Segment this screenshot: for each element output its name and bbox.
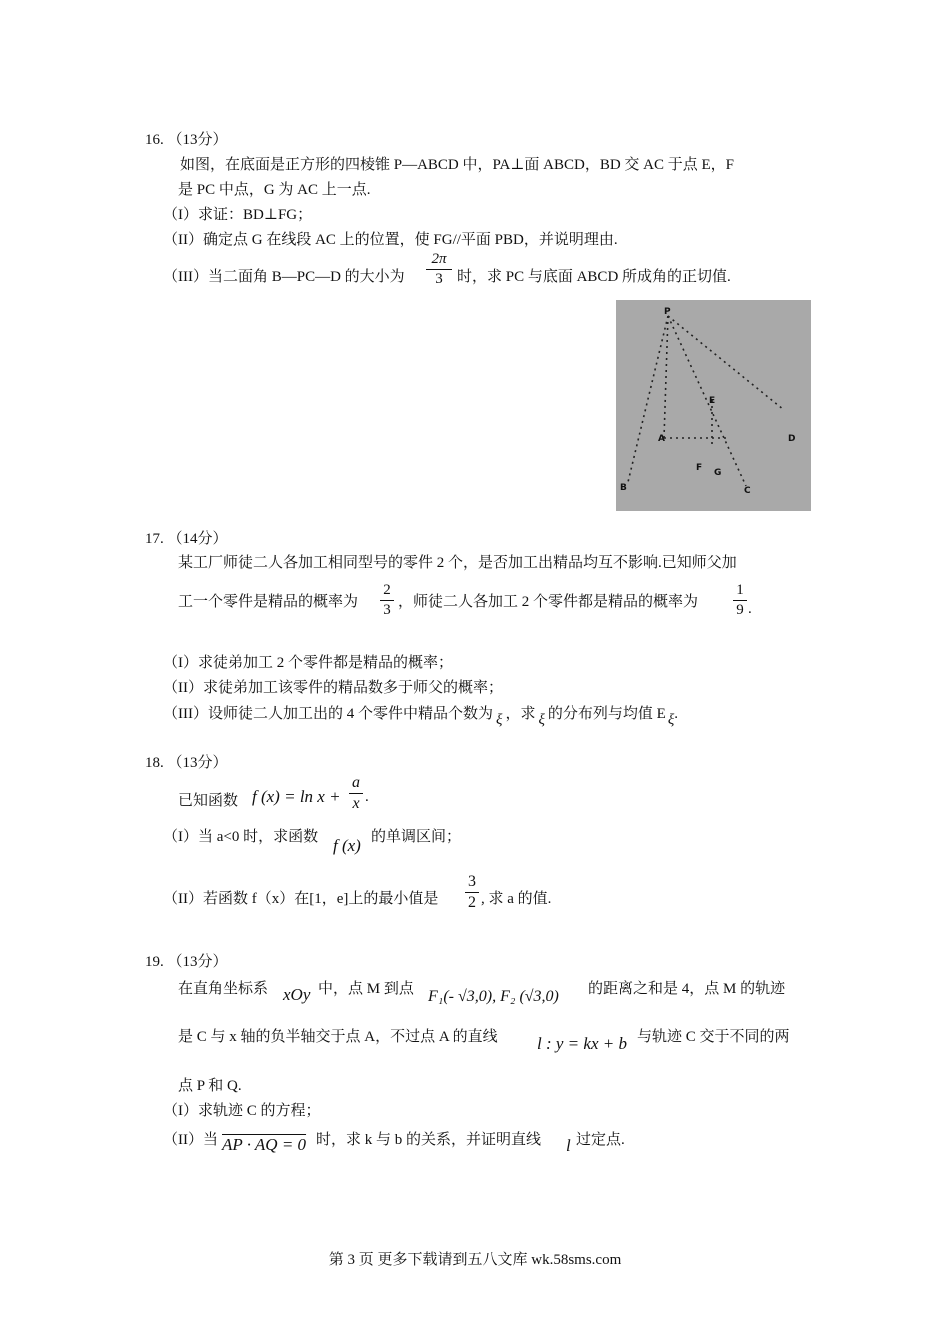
q18-func-num: a bbox=[352, 774, 360, 791]
q16-part1: （I）求证：BD⊥FG； bbox=[163, 207, 313, 223]
label-f: F bbox=[696, 463, 703, 473]
q19-line1-pre: 在直角坐标系 bbox=[178, 981, 269, 997]
q18-func-den: x bbox=[352, 795, 360, 812]
q18-part2-fraction bbox=[465, 874, 479, 911]
edge-pd bbox=[668, 316, 784, 410]
q17-part3-mid2: 的分布列与均值 E bbox=[547, 706, 666, 722]
q19-header bbox=[145, 950, 228, 971]
q17-frac1-den: 3 bbox=[383, 602, 391, 618]
fraction-bar bbox=[733, 600, 747, 601]
q19-line2-post: 与轨迹 C 交于不同的两 bbox=[637, 1029, 790, 1045]
label-c: C bbox=[744, 486, 751, 496]
q19-foci: F₁(- √3,0), F₂ (√3,0) bbox=[428, 988, 559, 1005]
q17-stem-line2-end: . bbox=[748, 601, 752, 617]
q19-part2-post: 过定点. bbox=[576, 1132, 625, 1148]
fraction-bar bbox=[380, 600, 394, 601]
q18-part2-pre: （II）若函数 f（x）在[1，e]上的最小值是 bbox=[163, 891, 439, 907]
fraction-bar bbox=[349, 793, 363, 794]
q18-header bbox=[145, 751, 228, 772]
q17-number: 17. bbox=[145, 531, 164, 547]
q17-part2: （II）求徒弟加工该零件的精品数多于师父的概率； bbox=[163, 680, 503, 696]
q16-part3-pre: （III）当二面角 B—PC—D 的大小为 bbox=[163, 269, 405, 285]
q19-line3: 点 P 和 Q. bbox=[178, 1078, 242, 1094]
q18-score: （13分） bbox=[167, 755, 228, 771]
xi-symbol-3: ξ bbox=[667, 712, 675, 728]
q17-part3-pre: （III）设师徒二人加工出的 4 个零件中精品个数为 bbox=[163, 706, 493, 722]
xi-symbol-2: ξ bbox=[538, 712, 545, 728]
q18-part2-post: , 求 a 的值. bbox=[481, 891, 552, 907]
q17-stem-line1: 某工厂师徒二人各加工相同型号的零件 2 个，是否加工出精品均互不影响.已知师父加 bbox=[178, 555, 737, 571]
q17-part3 bbox=[163, 702, 678, 728]
q17-stem-line2-mid: ，师徒二人各加工 2 个零件都是精品的概率为 bbox=[398, 594, 699, 610]
q19-number: 19. bbox=[145, 954, 164, 970]
xi-symbol-1: ξ bbox=[496, 712, 503, 728]
q16-score: （13分） bbox=[167, 132, 228, 148]
q17-frac2 bbox=[733, 583, 747, 618]
q18-number: 18. bbox=[145, 755, 164, 771]
q18-func-lhs: f (x) = ln x + bbox=[252, 787, 341, 806]
fraction-bar bbox=[465, 892, 479, 893]
label-e: E bbox=[709, 396, 716, 406]
label-d: D bbox=[788, 434, 796, 444]
q16-part2: （II）确定点 G 在线段 AC 上的位置，使 FG//平面 PBD，并说明理由. bbox=[163, 232, 618, 248]
q17-score: （14分） bbox=[167, 531, 228, 547]
q19-line1-mid: 中，点 M 到点 bbox=[318, 981, 414, 997]
q19-line1-post: 的距离之和是 4，点 M 的轨迹 bbox=[588, 981, 786, 997]
q17-frac1-num: 2 bbox=[383, 582, 391, 598]
q16-number: 16. bbox=[145, 132, 164, 148]
q18-part2-den: 2 bbox=[468, 894, 476, 911]
pyramid-diagram bbox=[616, 300, 811, 511]
q19-coord-system: xOy bbox=[283, 985, 311, 1004]
q17-frac2-den: 9 bbox=[736, 602, 744, 618]
fraction-bar bbox=[426, 269, 452, 270]
q17-frac1 bbox=[380, 583, 394, 618]
q16-header bbox=[145, 128, 228, 149]
q19-vector-product: AP · AQ = 0 bbox=[222, 1135, 307, 1154]
q17-part3-end: . bbox=[674, 706, 678, 722]
q19-line-equation: l : y = kx + b bbox=[537, 1034, 627, 1053]
label-p: P bbox=[664, 307, 671, 317]
q18-func-end: . bbox=[365, 789, 369, 805]
q19-part2-pre: （II）当 bbox=[163, 1132, 218, 1148]
q18-part1-func: f (x) bbox=[333, 836, 361, 855]
q19-line-l: l bbox=[566, 1136, 571, 1155]
q17-header bbox=[145, 527, 228, 548]
q16-stem-line2: 是 PC 中点，G 为 AC 上一点. bbox=[178, 182, 371, 198]
page-footer: 第 3 页 更多下载请到五八文库 wk.58sms.com bbox=[328, 1252, 622, 1268]
q17-stem-line2-pre: 工一个零件是精品的概率为 bbox=[178, 594, 359, 610]
q18-stem-pre: 已知函数 bbox=[178, 793, 239, 809]
q19-part2-mid: 时，求 k 与 b 的关系，并证明直线 bbox=[316, 1132, 542, 1148]
q16-part3-post: 时，求 PC 与底面 ABCD 所成角的正切值. bbox=[457, 269, 731, 285]
label-g: G bbox=[714, 468, 722, 478]
q16-part3-fraction bbox=[426, 252, 452, 287]
q18-func-fraction bbox=[349, 775, 363, 812]
q18-part1-pre: （I）当 a<0 时，求函数 bbox=[163, 829, 319, 845]
q16-frac-den: 3 bbox=[435, 271, 443, 287]
q18-part1-post: 的单调区间； bbox=[371, 829, 462, 845]
q19-line2-pre: 是 C 与 x 轴的负半轴交于点 A，不过点 A 的直线 bbox=[178, 1029, 498, 1045]
q17-frac2-num: 1 bbox=[736, 582, 744, 598]
q16-frac-num: 2π bbox=[431, 251, 447, 267]
q17-part1: （I）求徒弟加工 2 个零件都是精品的概率； bbox=[163, 655, 453, 671]
label-a: A bbox=[658, 434, 665, 444]
pyramid-figure bbox=[616, 300, 811, 511]
edge-pc bbox=[668, 316, 746, 486]
q18-part2-num: 3 bbox=[468, 873, 476, 890]
q19-part1: （I）求轨迹 C 的方程； bbox=[163, 1103, 321, 1119]
edge-pa bbox=[664, 316, 668, 438]
q19-score: （13分） bbox=[167, 954, 228, 970]
q16-stem-line1: 如图，在底面是正方形的四棱锥 P—ABCD 中，PA⊥面 ABCD，BD 交 AC 于点 E，F bbox=[180, 157, 735, 173]
label-b: B bbox=[620, 483, 627, 493]
edge-pb bbox=[628, 316, 668, 482]
q17-part3-mid1: ，求 bbox=[505, 706, 536, 722]
